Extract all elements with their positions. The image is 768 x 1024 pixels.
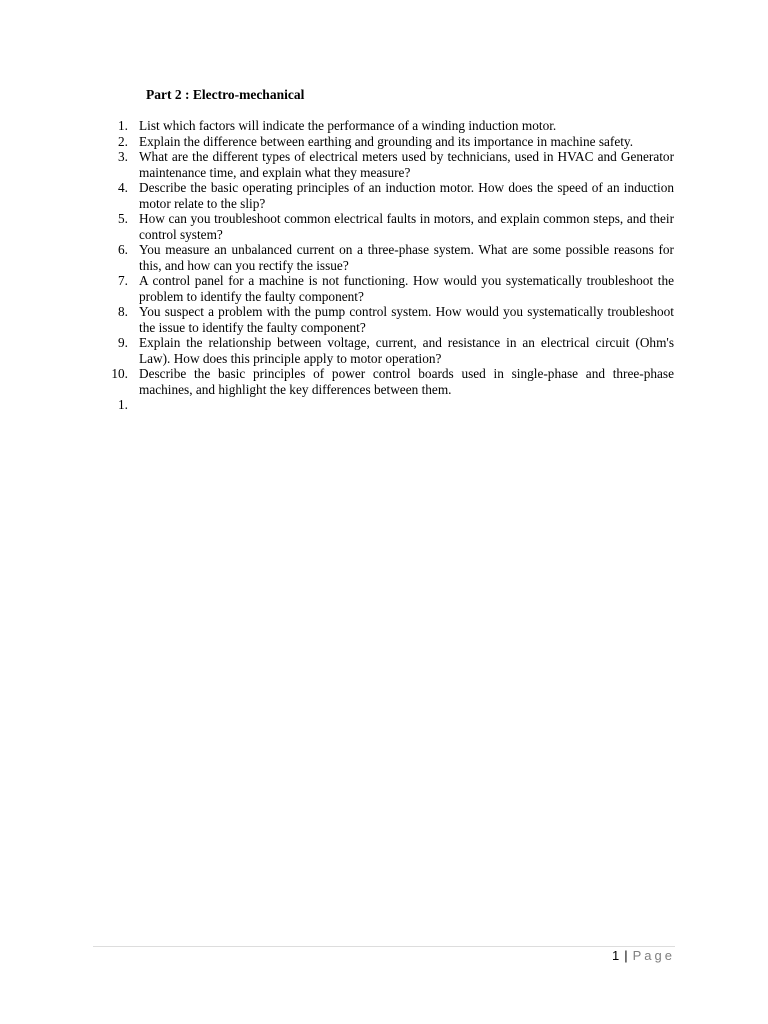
question-number: 5. bbox=[118, 211, 128, 226]
question-list bbox=[106, 118, 674, 413]
question-6 bbox=[106, 242, 674, 273]
question-1 bbox=[106, 118, 674, 134]
question-8 bbox=[106, 304, 674, 335]
question-text: Describe the basic principles of power control boards used in single-phase and three-phase machines, and highlight the key differences between them. bbox=[139, 366, 674, 397]
question-number: 7. bbox=[118, 273, 128, 288]
question-number: 1. bbox=[118, 118, 128, 133]
question-text: A control panel for a machine is not functioning. How would you systematically troubleshoot the problem to identify the faulty component? bbox=[139, 273, 674, 304]
question-10 bbox=[106, 366, 674, 397]
question-text: Explain the difference between earthing and grounding and its importance in machine safety. bbox=[139, 133, 634, 149]
page-title: Part 2 : Electro-mechanical bbox=[146, 87, 305, 102]
page-number: 1 bbox=[612, 948, 620, 963]
question-number: 2. bbox=[118, 133, 128, 149]
question-number: 3. bbox=[118, 149, 128, 164]
footer-divider bbox=[93, 946, 675, 947]
question-5 bbox=[106, 211, 674, 242]
question-text: What are the different types of electrical meters used by technicians, used in HVAC and Generator maintenance time, and explain what they measure? bbox=[139, 149, 674, 180]
question-number: 9. bbox=[118, 335, 128, 350]
question-number: 8. bbox=[118, 304, 128, 319]
question-text: How can you troubleshoot common electrical faults in motors, and explain common steps, and their control system? bbox=[139, 211, 674, 242]
question-empty bbox=[106, 397, 674, 413]
question-4 bbox=[106, 180, 674, 211]
question-text: You suspect a problem with the pump control system. How would you systematically troubleshoot the issue to identify the faulty component? bbox=[139, 304, 674, 335]
question-text: Describe the basic operating principles of an induction motor. How does the speed of an induction motor relate to the slip? bbox=[139, 180, 674, 211]
page-footer bbox=[612, 947, 675, 965]
question-3 bbox=[106, 149, 674, 180]
page-label: Page bbox=[632, 948, 675, 963]
question-text: Explain the relationship between voltage, current, and resistance in an electrical circuit (Ohm's Law). How does this principle apply to motor operation? bbox=[139, 335, 674, 366]
question-9 bbox=[106, 335, 674, 366]
question-number: 6. bbox=[118, 242, 128, 257]
question-text: List which factors will indicate the performance of a winding induction motor. bbox=[139, 118, 557, 133]
footer-separator: | bbox=[624, 948, 628, 963]
question-number: 1. bbox=[118, 397, 128, 412]
question-text: You measure an unbalanced current on a three-phase system. What are some possible reasons for this, and how can you rectify the issue? bbox=[139, 242, 674, 273]
question-text bbox=[139, 397, 674, 413]
question-2 bbox=[106, 134, 674, 150]
question-number: 4. bbox=[118, 180, 128, 195]
question-number: 10. bbox=[111, 366, 128, 381]
question-7 bbox=[106, 273, 674, 304]
